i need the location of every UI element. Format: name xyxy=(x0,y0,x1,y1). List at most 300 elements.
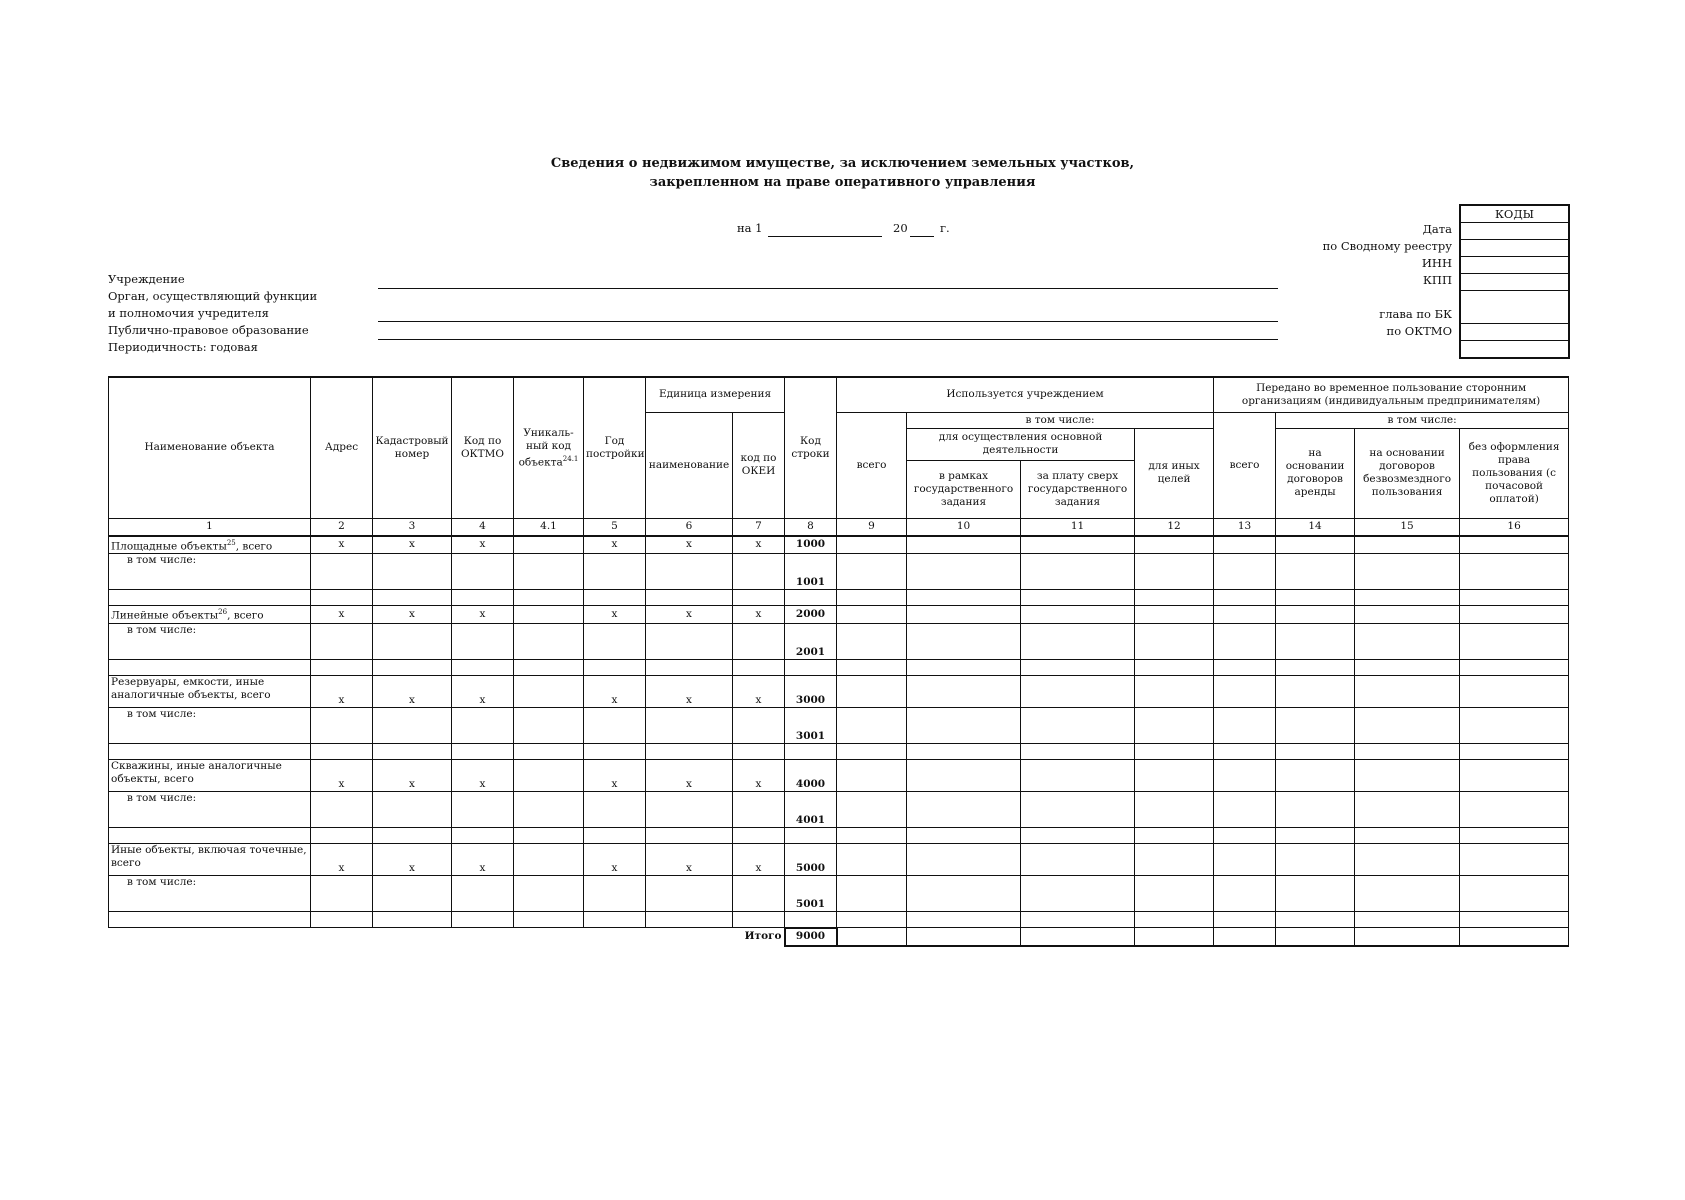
data-cell[interactable] xyxy=(733,744,785,760)
property-table xyxy=(108,376,1569,947)
total-cell[interactable] xyxy=(1460,928,1569,946)
data-cell[interactable] xyxy=(584,912,646,928)
data-cell[interactable] xyxy=(584,554,646,590)
x-mark: x xyxy=(646,606,733,624)
data-cell[interactable] xyxy=(1214,660,1276,676)
data-cell[interactable] xyxy=(373,554,452,590)
table-row xyxy=(109,536,1569,554)
data-cell[interactable] xyxy=(1276,844,1355,876)
table-row xyxy=(109,660,1569,676)
group-name xyxy=(109,844,311,876)
hdr-year: Год постройки xyxy=(584,377,646,518)
data-cell[interactable] xyxy=(1355,760,1460,792)
data-cell[interactable] xyxy=(1276,792,1355,828)
sub-row-code: 2001 xyxy=(785,624,837,660)
data-cell[interactable] xyxy=(1021,792,1135,828)
total-cell[interactable] xyxy=(1135,928,1214,946)
data-cell[interactable] xyxy=(514,912,584,928)
data-cell[interactable] xyxy=(907,876,1021,912)
data-cell[interactable] xyxy=(1214,792,1276,828)
data-cell[interactable] xyxy=(837,676,907,708)
group-name-text: Линейные объекты xyxy=(111,609,219,622)
codes-header: КОДЫ xyxy=(1461,206,1568,223)
data-cell[interactable] xyxy=(837,828,907,844)
data-cell[interactable] xyxy=(837,660,907,676)
label-founder-2: и полномочия учредителя xyxy=(108,306,269,320)
data-cell[interactable] xyxy=(1214,760,1276,792)
data-cell[interactable] xyxy=(584,828,646,844)
data-cell[interactable] xyxy=(1214,676,1276,708)
x-mark: x xyxy=(733,844,785,876)
data-cell[interactable] xyxy=(1276,624,1355,660)
x-mark: x xyxy=(373,676,452,708)
data-cell[interactable] xyxy=(1135,554,1214,590)
data-cell[interactable] xyxy=(733,624,785,660)
sub-row-code: 3001 xyxy=(785,708,837,744)
data-cell[interactable] xyxy=(514,744,584,760)
incl-label: в том числе: xyxy=(109,624,311,660)
data-cell[interactable] xyxy=(907,590,1021,606)
group-name-suffix: , всего xyxy=(235,540,273,552)
data-cell[interactable] xyxy=(514,536,584,554)
data-cell[interactable] xyxy=(1021,590,1135,606)
col-number-3: 4 xyxy=(452,518,514,536)
data-cell[interactable] xyxy=(514,660,584,676)
data-cell[interactable] xyxy=(452,876,514,912)
data-cell[interactable] xyxy=(1276,912,1355,928)
table-row xyxy=(109,828,1569,844)
data-cell[interactable] xyxy=(311,876,373,912)
data-cell[interactable] xyxy=(1460,744,1569,760)
data-cell[interactable] xyxy=(1460,760,1569,792)
total-cell[interactable] xyxy=(1276,928,1355,946)
data-cell[interactable] xyxy=(452,554,514,590)
table-row xyxy=(109,708,1569,744)
data-cell[interactable] xyxy=(1021,828,1135,844)
data-cell[interactable] xyxy=(837,744,907,760)
data-cell[interactable] xyxy=(907,536,1021,554)
code-inn[interactable] xyxy=(1461,257,1568,274)
date-prefix: на 1 xyxy=(737,221,763,235)
x-mark: x xyxy=(452,760,514,792)
x-mark: x xyxy=(373,760,452,792)
data-cell[interactable] xyxy=(373,912,452,928)
data-cell[interactable] xyxy=(1021,624,1135,660)
table-row xyxy=(109,624,1569,660)
group-name-suffix: , всего xyxy=(227,609,264,622)
col-number-7: 7 xyxy=(733,518,785,536)
data-cell[interactable] xyxy=(733,912,785,928)
group-footnote: 26 xyxy=(218,608,228,617)
row-code: 5000 xyxy=(785,844,837,876)
data-cell[interactable] xyxy=(1021,554,1135,590)
data-cell[interactable] xyxy=(1214,590,1276,606)
x-mark: x xyxy=(733,676,785,708)
data-cell[interactable] xyxy=(514,876,584,912)
x-mark: x xyxy=(373,536,452,554)
data-cell[interactable] xyxy=(514,624,584,660)
data-cell[interactable] xyxy=(837,590,907,606)
data-cell[interactable] xyxy=(1214,606,1276,624)
data-cell[interactable] xyxy=(1214,708,1276,744)
data-cell[interactable] xyxy=(373,876,452,912)
data-cell[interactable] xyxy=(311,792,373,828)
data-cell[interactable] xyxy=(646,624,733,660)
data-cell[interactable] xyxy=(514,676,584,708)
data-cell[interactable] xyxy=(373,590,452,606)
data-cell[interactable] xyxy=(646,912,733,928)
data-cell[interactable] xyxy=(646,554,733,590)
data-cell[interactable] xyxy=(785,828,837,844)
date-year-prefix: 20 xyxy=(893,221,908,235)
public-entity-field[interactable] xyxy=(378,339,1278,340)
data-cell[interactable] xyxy=(837,606,907,624)
data-cell[interactable] xyxy=(1214,828,1276,844)
code-bk[interactable] xyxy=(1461,291,1568,324)
x-mark: x xyxy=(584,606,646,624)
data-cell[interactable] xyxy=(733,660,785,676)
total-cell[interactable] xyxy=(1021,928,1135,946)
data-cell[interactable] xyxy=(907,708,1021,744)
data-cell[interactable] xyxy=(1135,760,1214,792)
code-oktmo[interactable] xyxy=(1461,324,1568,341)
data-cell[interactable] xyxy=(907,606,1021,624)
data-cell[interactable] xyxy=(837,624,907,660)
data-cell[interactable] xyxy=(837,760,907,792)
data-cell[interactable] xyxy=(1276,876,1355,912)
data-cell[interactable] xyxy=(1276,828,1355,844)
data-cell[interactable] xyxy=(311,828,373,844)
data-cell[interactable] xyxy=(311,624,373,660)
data-cell[interactable] xyxy=(109,912,311,928)
data-cell[interactable] xyxy=(907,828,1021,844)
data-cell[interactable] xyxy=(1135,624,1214,660)
data-cell[interactable] xyxy=(109,590,311,606)
data-cell[interactable] xyxy=(109,660,311,676)
data-cell[interactable] xyxy=(1021,708,1135,744)
data-cell[interactable] xyxy=(452,660,514,676)
data-cell[interactable] xyxy=(1460,590,1569,606)
data-cell[interactable] xyxy=(1135,676,1214,708)
data-cell[interactable] xyxy=(1214,624,1276,660)
data-cell[interactable] xyxy=(733,828,785,844)
data-cell[interactable] xyxy=(452,624,514,660)
col-number-14: 14 xyxy=(1276,518,1355,536)
x-mark: x xyxy=(311,676,373,708)
table-row xyxy=(109,606,1569,624)
data-cell[interactable] xyxy=(1021,912,1135,928)
sub-row-code: 5001 xyxy=(785,876,837,912)
data-cell[interactable] xyxy=(907,744,1021,760)
data-cell[interactable] xyxy=(373,624,452,660)
col-number-5: 5 xyxy=(584,518,646,536)
group-name-text: Резервуары, емкости, иные аналогичные объекты, всего xyxy=(111,676,271,701)
data-cell[interactable] xyxy=(785,660,837,676)
x-mark: x xyxy=(452,676,514,708)
data-cell[interactable] xyxy=(1214,912,1276,928)
total-cell[interactable] xyxy=(1355,928,1460,946)
data-cell[interactable] xyxy=(1355,554,1460,590)
data-cell[interactable] xyxy=(1276,676,1355,708)
data-cell[interactable] xyxy=(1135,876,1214,912)
data-cell[interactable] xyxy=(1135,844,1214,876)
data-cell[interactable] xyxy=(373,660,452,676)
data-cell[interactable] xyxy=(584,792,646,828)
data-cell[interactable] xyxy=(1355,624,1460,660)
data-cell[interactable] xyxy=(1135,744,1214,760)
total-cell[interactable] xyxy=(1214,928,1276,946)
data-cell[interactable] xyxy=(1276,708,1355,744)
data-cell[interactable] xyxy=(311,708,373,744)
date-day-field[interactable] xyxy=(768,236,882,237)
x-mark: x xyxy=(373,606,452,624)
col-number-16: 16 xyxy=(1460,518,1569,536)
data-cell[interactable] xyxy=(837,536,907,554)
data-cell[interactable] xyxy=(514,828,584,844)
code-registry[interactable] xyxy=(1461,240,1568,257)
col-number-9: 9 xyxy=(837,518,907,536)
data-cell[interactable] xyxy=(373,828,452,844)
data-cell[interactable] xyxy=(584,744,646,760)
data-cell[interactable] xyxy=(1135,828,1214,844)
table-row xyxy=(109,554,1569,590)
data-cell[interactable] xyxy=(837,554,907,590)
data-cell[interactable] xyxy=(907,912,1021,928)
data-cell[interactable] xyxy=(1460,676,1569,708)
data-cell[interactable] xyxy=(907,760,1021,792)
data-cell[interactable] xyxy=(1135,792,1214,828)
data-cell[interactable] xyxy=(733,554,785,590)
x-mark: x xyxy=(584,760,646,792)
hdr-used-incl: в том числе: xyxy=(907,412,1214,428)
data-cell[interactable] xyxy=(311,912,373,928)
data-cell[interactable] xyxy=(1355,708,1460,744)
data-cell[interactable] xyxy=(1214,554,1276,590)
data-cell[interactable] xyxy=(907,844,1021,876)
data-cell[interactable] xyxy=(1460,606,1569,624)
data-cell[interactable] xyxy=(1460,912,1569,928)
institution-field[interactable] xyxy=(378,288,1278,289)
data-cell[interactable] xyxy=(1276,606,1355,624)
data-cell[interactable] xyxy=(514,844,584,876)
data-cell[interactable] xyxy=(1355,876,1460,912)
data-cell[interactable] xyxy=(1021,760,1135,792)
founder-field[interactable] xyxy=(378,321,1278,322)
row-code: 2000 xyxy=(785,606,837,624)
data-cell[interactable] xyxy=(1355,536,1460,554)
date-year-field[interactable] xyxy=(910,236,934,237)
data-cell[interactable] xyxy=(646,792,733,828)
data-cell[interactable] xyxy=(1460,536,1569,554)
data-cell[interactable] xyxy=(311,660,373,676)
x-mark: x xyxy=(311,536,373,554)
x-mark: x xyxy=(646,844,733,876)
data-cell[interactable] xyxy=(1276,590,1355,606)
data-cell[interactable] xyxy=(1135,912,1214,928)
data-cell[interactable] xyxy=(1276,660,1355,676)
data-cell[interactable] xyxy=(837,792,907,828)
data-cell[interactable] xyxy=(452,590,514,606)
data-cell[interactable] xyxy=(1214,876,1276,912)
form-title-line2: закрепленном на праве оперативного управления xyxy=(649,175,1036,190)
data-cell[interactable] xyxy=(311,744,373,760)
group-name-text: Скважины, иные аналогичные объекты, всего xyxy=(111,760,282,785)
data-cell[interactable] xyxy=(1214,744,1276,760)
data-cell[interactable] xyxy=(1214,536,1276,554)
data-cell[interactable] xyxy=(311,554,373,590)
data-cell[interactable] xyxy=(1276,744,1355,760)
data-cell[interactable] xyxy=(373,792,452,828)
data-cell[interactable] xyxy=(1355,606,1460,624)
data-cell[interactable] xyxy=(1355,912,1460,928)
total-row xyxy=(109,928,1569,946)
data-cell[interactable] xyxy=(452,792,514,828)
data-cell[interactable] xyxy=(514,606,584,624)
hdr-unit-code: код по ОКЕИ xyxy=(733,412,785,518)
data-cell[interactable] xyxy=(1021,876,1135,912)
data-cell[interactable] xyxy=(1021,844,1135,876)
col-number-0: 1 xyxy=(109,518,311,536)
hdr-unique-code-text: Уникаль-ный код объекта xyxy=(518,426,574,468)
hdr-unique-code xyxy=(514,377,584,518)
data-cell[interactable] xyxy=(1355,676,1460,708)
data-cell[interactable] xyxy=(1214,844,1276,876)
data-cell[interactable] xyxy=(1021,660,1135,676)
x-mark: x xyxy=(584,844,646,876)
data-cell[interactable] xyxy=(1135,590,1214,606)
data-cell[interactable] xyxy=(1355,828,1460,844)
data-cell[interactable] xyxy=(109,744,311,760)
x-mark: x xyxy=(311,844,373,876)
code-extra[interactable] xyxy=(1461,341,1568,357)
data-cell[interactable] xyxy=(452,708,514,744)
data-cell[interactable] xyxy=(1135,708,1214,744)
data-cell[interactable] xyxy=(907,660,1021,676)
group-name xyxy=(109,536,311,554)
hdr-used: Используется учреждением xyxy=(837,377,1214,412)
total-cell[interactable] xyxy=(907,928,1021,946)
data-cell[interactable] xyxy=(1276,554,1355,590)
total-cell[interactable] xyxy=(837,928,907,946)
data-cell[interactable] xyxy=(1460,876,1569,912)
data-cell[interactable] xyxy=(1135,660,1214,676)
data-cell[interactable] xyxy=(646,828,733,844)
hdr-tr-rent: на основании договоров аренды xyxy=(1276,428,1355,518)
data-cell[interactable] xyxy=(514,554,584,590)
data-cell[interactable] xyxy=(1021,606,1135,624)
col-number-12: 12 xyxy=(1135,518,1214,536)
hdr-tr-hourly: без оформления права пользования (с почасовой оплатой) xyxy=(1460,428,1569,518)
data-cell[interactable] xyxy=(1460,554,1569,590)
data-cell[interactable] xyxy=(1460,660,1569,676)
data-cell[interactable] xyxy=(646,590,733,606)
data-cell[interactable] xyxy=(785,590,837,606)
data-cell[interactable] xyxy=(1276,760,1355,792)
total-code: 9000 xyxy=(785,928,837,946)
data-cell[interactable] xyxy=(733,708,785,744)
code-kpp[interactable] xyxy=(1461,274,1568,291)
data-cell[interactable] xyxy=(837,876,907,912)
x-mark: x xyxy=(373,844,452,876)
data-cell[interactable] xyxy=(373,744,452,760)
data-cell[interactable] xyxy=(837,844,907,876)
data-cell[interactable] xyxy=(584,876,646,912)
x-mark: x xyxy=(452,606,514,624)
data-cell[interactable] xyxy=(1355,844,1460,876)
data-cell[interactable] xyxy=(514,590,584,606)
code-date[interactable] xyxy=(1461,223,1568,240)
data-cell[interactable] xyxy=(109,828,311,844)
data-cell[interactable] xyxy=(311,590,373,606)
data-cell[interactable] xyxy=(733,876,785,912)
data-cell[interactable] xyxy=(1276,536,1355,554)
hdr-tr-free: на основании договоров безвозмездного пользования xyxy=(1355,428,1460,518)
data-cell[interactable] xyxy=(646,744,733,760)
data-cell[interactable] xyxy=(1355,792,1460,828)
data-cell[interactable] xyxy=(837,708,907,744)
data-cell[interactable] xyxy=(514,792,584,828)
data-cell[interactable] xyxy=(452,744,514,760)
group-name xyxy=(109,760,311,792)
data-cell[interactable] xyxy=(785,744,837,760)
label-public-entity: Публично-правовое образование xyxy=(108,323,309,337)
data-cell[interactable] xyxy=(646,708,733,744)
data-cell[interactable] xyxy=(1355,744,1460,760)
data-cell[interactable] xyxy=(1021,536,1135,554)
data-cell[interactable] xyxy=(907,676,1021,708)
data-cell[interactable] xyxy=(907,624,1021,660)
data-cell[interactable] xyxy=(1021,744,1135,760)
data-cell[interactable] xyxy=(584,590,646,606)
data-cell[interactable] xyxy=(1460,624,1569,660)
hdr-tr-incl: в том числе: xyxy=(1276,412,1569,428)
data-cell[interactable] xyxy=(907,554,1021,590)
data-cell[interactable] xyxy=(907,792,1021,828)
data-cell[interactable] xyxy=(1460,828,1569,844)
data-cell[interactable] xyxy=(584,660,646,676)
incl-label: в том числе: xyxy=(109,792,311,828)
data-cell[interactable] xyxy=(584,624,646,660)
data-cell[interactable] xyxy=(1460,844,1569,876)
data-cell[interactable] xyxy=(452,912,514,928)
data-cell[interactable] xyxy=(646,876,733,912)
data-cell[interactable] xyxy=(1355,590,1460,606)
data-cell[interactable] xyxy=(646,660,733,676)
data-cell[interactable] xyxy=(837,912,907,928)
data-cell[interactable] xyxy=(1460,792,1569,828)
data-cell[interactable] xyxy=(584,708,646,744)
data-cell[interactable] xyxy=(452,828,514,844)
data-cell[interactable] xyxy=(514,708,584,744)
data-cell[interactable] xyxy=(785,912,837,928)
label-date: Дата xyxy=(1422,222,1452,236)
label-inn: ИНН xyxy=(1421,256,1452,270)
data-cell[interactable] xyxy=(1355,660,1460,676)
data-cell[interactable] xyxy=(1135,536,1214,554)
table-row xyxy=(109,744,1569,760)
data-cell[interactable] xyxy=(1021,676,1135,708)
data-cell[interactable] xyxy=(373,708,452,744)
data-cell[interactable] xyxy=(733,792,785,828)
data-cell[interactable] xyxy=(1135,606,1214,624)
data-cell[interactable] xyxy=(733,590,785,606)
incl-label: в том числе: xyxy=(109,876,311,912)
col-number-10: 10 xyxy=(907,518,1021,536)
sub-row-code: 4001 xyxy=(785,792,837,828)
x-mark: x xyxy=(733,536,785,554)
data-cell[interactable] xyxy=(1460,708,1569,744)
data-cell[interactable] xyxy=(514,760,584,792)
